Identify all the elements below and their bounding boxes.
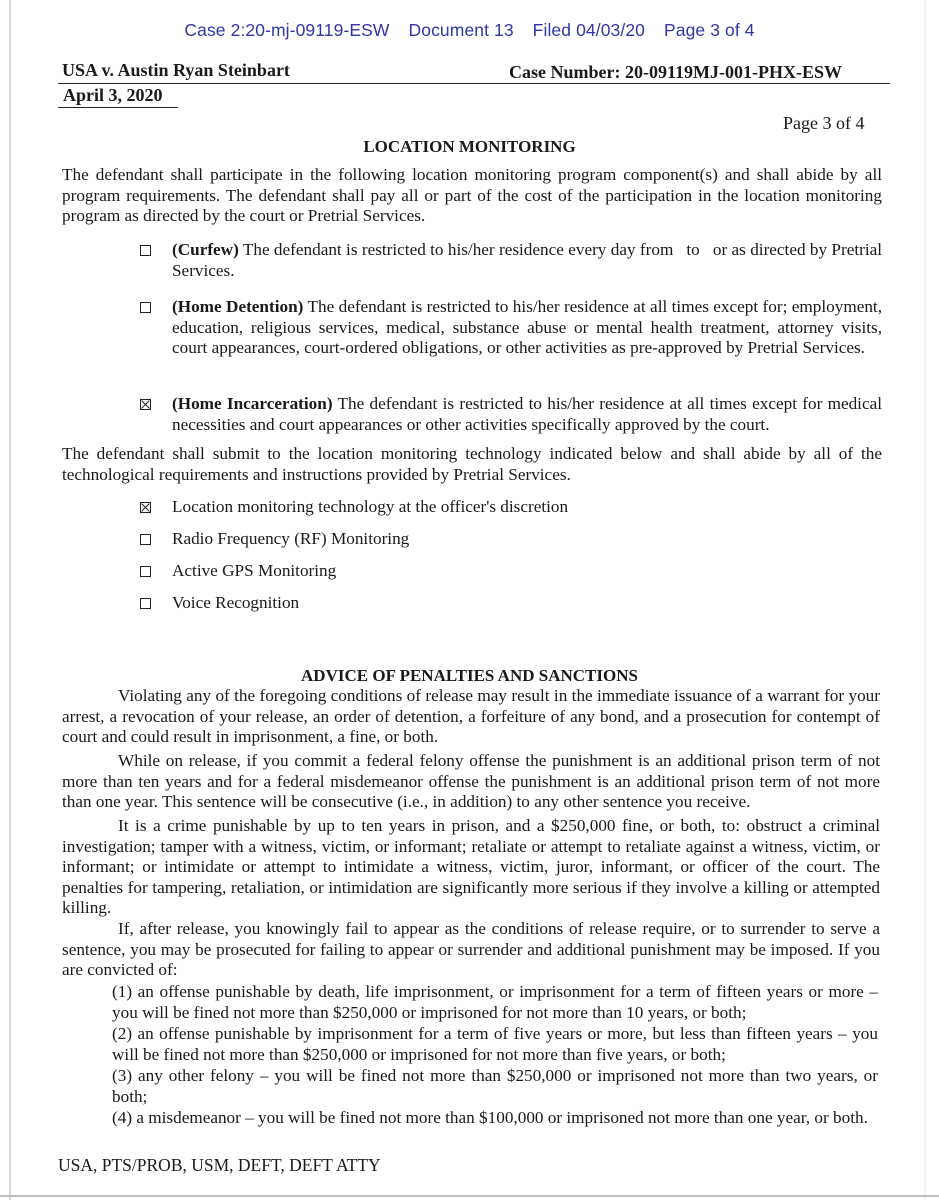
technology-checkbox xyxy=(140,502,151,513)
case-number: Case Number: 20-09119MJ-001-PHX-ESW xyxy=(509,62,842,82)
penalty-list-item: (1) an offense punishable by death, life imprisonment, or imprisonment for a term of fifteen years or more – you will be fined not more than $250,000 or imprisoned for not more than 10 years, or both; xyxy=(112,982,878,1022)
home-incarceration-text: The defendant is restricted to his/her residence at all times except for medical necessities and court appearances or other activities specifically approved by the court. xyxy=(172,394,882,434)
curfew-as-directed: as directed by Pretrial Services. xyxy=(172,240,883,280)
penalties-paragraph-4: If, after release, you knowingly fail to appear as the conditions of release require, or to surrender to serve a sentence, you may be prosecuted for failing to appear or surrender and additional punishment may be imposed. If you are convicted of: xyxy=(62,919,880,979)
technology-intro: The defendant shall submit to the location monitoring technology indicated below and shall abide by all of the technological requirements and instructions provided by Pretrial Services. xyxy=(62,444,882,484)
curfew-option xyxy=(140,240,882,281)
court-filing-stamp xyxy=(0,20,939,41)
penalty-list-item: (4) a misdemeanor – you will be fined not more than $100,000 or imprisoned not more than one year, or both. xyxy=(112,1108,868,1127)
technology-item xyxy=(140,529,840,550)
technology-label: Voice Recognition xyxy=(172,593,300,612)
date-underline xyxy=(58,107,178,108)
stamp-case: Case 2:20-mj-09119-ESW xyxy=(184,20,390,40)
stamp-filed: Filed 04/03/20 xyxy=(532,20,645,40)
case-caption: USA v. Austin Ryan Steinbart xyxy=(62,60,290,80)
technology-item xyxy=(140,561,840,582)
penalties-title: ADVICE OF PENALTIES AND SANCTIONS xyxy=(301,666,638,685)
location-monitoring-intro: The defendant shall participate in the following location monitoring program component(s) and shall abide by all program requirements. The defendant shall pay all or part of the cost of the participation in the location monitoring program as directed by the court or Pretrial Services. xyxy=(62,165,882,225)
home-incarceration-label: (Home Incarceration) xyxy=(172,394,333,413)
stamp-document: Document 13 xyxy=(408,20,514,40)
home-detention-label: (Home Detention) xyxy=(172,297,304,316)
technology-label: Radio Frequency (RF) Monitoring xyxy=(172,529,410,548)
penalty-list-item: (3) any other felony – you will be fined not more than $250,000 or imprisoned not more than two years, or both; xyxy=(112,1066,878,1106)
curfew-to: to xyxy=(686,240,700,259)
technology-label: Active GPS Monitoring xyxy=(172,561,337,580)
curfew-or: or xyxy=(712,240,728,259)
technology-checkbox xyxy=(140,566,151,577)
technology-item xyxy=(140,593,840,614)
home-detention-option xyxy=(140,297,882,359)
home-incarceration-option xyxy=(140,394,882,435)
penalty-list-item: (2) an offense punishable by imprisonment for a term of five years or more, but less than fifteen years – you will be fined not more than $250,000 or imprisoned for not more than five years, or both; xyxy=(112,1024,878,1064)
technology-checkbox xyxy=(140,534,151,545)
stamp-page: Page 3 of 4 xyxy=(663,20,755,40)
header-divider xyxy=(58,83,890,84)
penalties-paragraph-3: It is a crime punishable by up to ten years in prison, and a $250,000 fine, or both, to: obstruct a criminal investigation; tamper with a witness, victim, or informant; retaliate or attempt to retaliate against a witness, victim, or informant; or intimidate or attempt to intimidate a witness, victim, juror, informant, or officer of the court. The penalties for tampering, retaliation, or intimidation are significantly more serious if they involve a killing or attempted killing. xyxy=(62,816,880,917)
curfew-from: from xyxy=(639,240,674,259)
penalties-paragraph-2: While on release, if you commit a federal felony offense the punishment is an additional prison term of not more than ten years and for a federal misdemeanor offense the punishment is an additional prison term of not more than one year. This sentence will be consecutive (i.e., in addition) to any other sentence you receive. xyxy=(62,751,880,811)
technology-item xyxy=(140,497,840,518)
home-detention-text: The defendant is restricted to his/her residence at all times except for; employment, education, religious services, medical, substance abuse or mental health treatment, attorney visits, court appearances, court-ordered obligations, or other activities as pre-approved by Pretrial Services. xyxy=(172,297,882,357)
technology-checkbox xyxy=(140,598,151,609)
home-detention-checkbox xyxy=(140,302,151,313)
location-monitoring-title: LOCATION MONITORING xyxy=(363,137,576,156)
document-date: April 3, 2020 xyxy=(63,85,163,105)
technology-label: Location monitoring technology at the officer's discretion xyxy=(172,497,569,516)
curfew-label: (Curfew) xyxy=(172,240,239,259)
page-number: Page 3 of 4 xyxy=(783,113,865,133)
curfew-text: The defendant is restricted to his/her residence every day xyxy=(242,240,636,259)
distribution-list: USA, PTS/PROB, USM, DEFT, DEFT ATTY xyxy=(58,1155,381,1175)
home-incarceration-checkbox xyxy=(140,399,151,410)
penalties-paragraph-1: Violating any of the foregoing conditions of release may result in the immediate issuance of a warrant for your arrest, a revocation of your release, an order of detention, a forfeiture of any bond, and a prosecution for contempt of court and could result in imprisonment, a fine, or both. xyxy=(62,686,880,746)
curfew-directed-checkbox xyxy=(140,245,151,256)
